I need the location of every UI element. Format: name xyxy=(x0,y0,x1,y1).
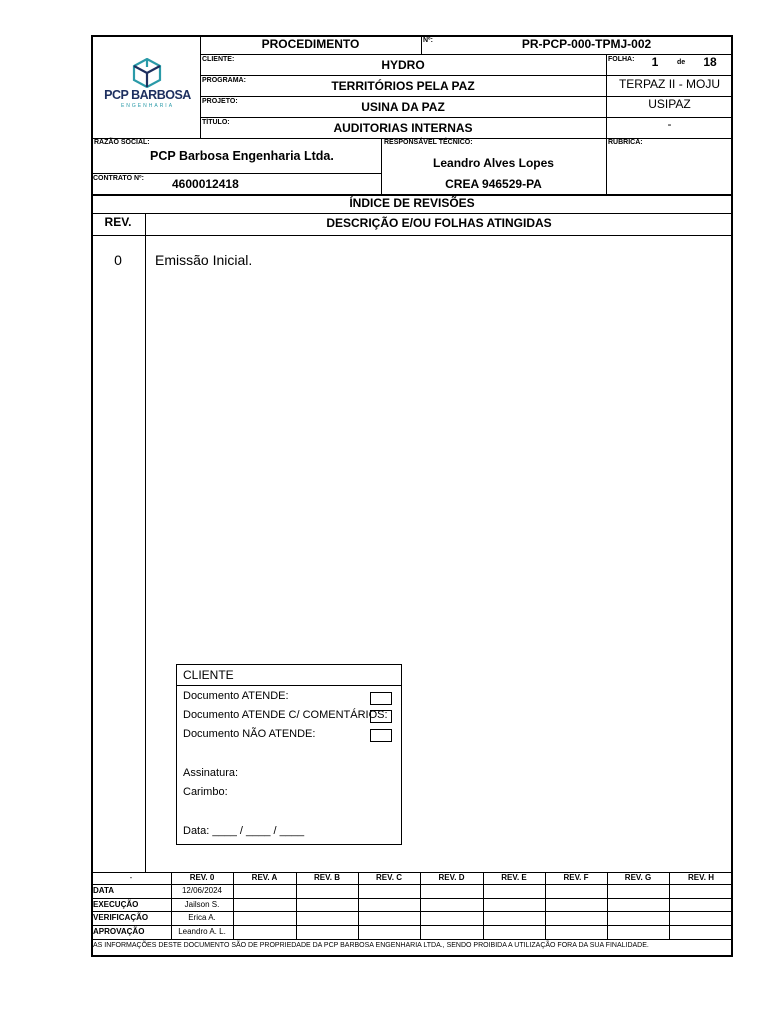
option-meets-comments-label: Documento ATENDE C/ COMENTÁRIOS: xyxy=(183,709,388,721)
header-divider xyxy=(200,75,733,76)
approval-col-header: REV. F xyxy=(563,873,589,882)
project-label: PROJETO: xyxy=(202,98,238,105)
revision-row-number: 0 xyxy=(114,252,122,268)
program-label: PROGRAMA: xyxy=(202,77,246,84)
approval-col-divider xyxy=(607,872,608,939)
client-box-divider xyxy=(176,685,402,686)
title-value: AUDITORIAS INTERNAS xyxy=(333,121,473,135)
contract-value: 4600012418 xyxy=(172,177,239,191)
option-meets-comments-checkbox[interactable] xyxy=(370,710,392,723)
approval-row-divider xyxy=(91,884,733,885)
approval-col-divider xyxy=(296,872,297,939)
option-not-meets-checkbox[interactable] xyxy=(370,729,392,742)
approval-row-divider xyxy=(91,898,733,899)
client-value: HYDRO xyxy=(381,58,425,72)
revision-index-title: ÍNDICE DE REVISÕES xyxy=(349,196,475,210)
approval-row-divider xyxy=(91,925,733,926)
approval-row-label: VERIFICAÇÃO xyxy=(93,913,149,922)
approval-col-divider xyxy=(420,872,421,939)
revision-row xyxy=(91,250,733,272)
logo-name: PCP BARBOSA xyxy=(104,88,191,102)
date-field: Data: ____ / ____ / ____ xyxy=(183,825,305,837)
responsible-value: Leandro Alves Lopes xyxy=(433,156,554,170)
approval-col-header: REV. H xyxy=(688,873,714,882)
approval-row-label: EXECUÇÃO xyxy=(93,900,139,909)
approval-corner: - xyxy=(129,873,133,882)
approval-table-bottom xyxy=(91,939,733,940)
description-column-header: DESCRIÇÃO E/OU FOLHAS ATINGIDAS xyxy=(326,216,552,230)
crea-value: CREA 946529-PA xyxy=(445,177,542,191)
approval-col-header: REV. C xyxy=(376,873,402,882)
revision-row-description: Emissão Inicial. xyxy=(155,252,253,268)
sheet-current: 1 xyxy=(651,55,659,69)
header-divider xyxy=(91,235,733,236)
company-logo xyxy=(100,58,195,128)
sheet-of: de xyxy=(677,59,686,66)
project-value: USINA DA PAZ xyxy=(361,100,445,114)
logo-subtitle: ENGENHARIA xyxy=(120,103,175,109)
approval-cell: Leandro A. L. xyxy=(178,927,226,936)
footer-disclaimer: AS INFORMAÇÕES DESTE DOCUMENTO SÃO DE PROPRIEDADE DA PCP BARBOSA ENGENHARIA LTDA., SENDO PROIBIDA A UTILIZAÇÃO FORA DA SUA FINALIDADE. xyxy=(93,942,649,949)
document-type: PROCEDIMENTO xyxy=(261,37,360,51)
project-code: USIPAZ xyxy=(648,97,691,111)
approval-col-header: REV. A xyxy=(251,873,278,882)
approval-col-divider xyxy=(233,872,234,939)
contract-label: CONTRATO Nº: xyxy=(93,175,144,182)
client-label: CLIENTE: xyxy=(202,56,235,63)
option-meets-label: Documento ATENDE: xyxy=(183,690,289,702)
client-box-title: CLIENTE xyxy=(183,668,234,682)
approval-col-header: REV. B xyxy=(314,873,340,882)
company-label: RAZÃO SOCIAL: xyxy=(94,139,150,146)
document-number: PR-PCP-000-TPMJ-002 xyxy=(521,37,652,51)
approval-col-divider xyxy=(483,872,484,939)
sheet-label: FOLHA: xyxy=(608,56,635,63)
approval-col-header: REV. D xyxy=(438,873,465,882)
approval-row-label: DATA xyxy=(93,886,115,895)
header-divider xyxy=(421,35,422,54)
stamp-label: Carimbo: xyxy=(183,786,228,798)
signature-label: Assinatura: xyxy=(183,767,239,779)
approval-col-divider xyxy=(669,872,670,939)
title-code: - xyxy=(667,117,672,131)
sheet-total: 18 xyxy=(703,55,717,69)
approval-cell: 12/06/2024 xyxy=(181,886,223,895)
approval-col-divider xyxy=(358,872,359,939)
approval-row-label: APROVAÇÃO xyxy=(93,927,145,936)
program-code: TERPAZ II - MOJU xyxy=(618,77,721,91)
option-not-meets-label: Documento NÃO ATENDE: xyxy=(183,728,316,740)
approval-col-header: REV. 0 xyxy=(189,873,215,882)
rev-column-divider xyxy=(145,213,146,872)
program-value: TERRITÓRIOS PELA PAZ xyxy=(331,79,475,93)
approval-col-divider xyxy=(545,872,546,939)
approval-cell: Erica A. xyxy=(188,913,216,922)
approval-cell: Jailson S. xyxy=(184,900,220,909)
rev-column-header: REV. xyxy=(104,215,132,229)
rubrica-label: RUBRICA: xyxy=(608,139,643,146)
title-label: TÍTULO: xyxy=(202,119,230,126)
approval-row-divider xyxy=(91,911,733,912)
approval-col-header: REV. G xyxy=(624,873,652,882)
company-value: PCP Barbosa Engenharia Ltda. xyxy=(150,149,334,163)
responsible-label: RESPONSÁVEL TÉCNICO: xyxy=(384,139,473,146)
number-label: Nº: xyxy=(423,37,433,44)
option-meets-checkbox[interactable] xyxy=(370,692,392,705)
logo-mark-icon xyxy=(132,58,162,88)
header-divider xyxy=(91,173,381,174)
approval-col-header: REV. E xyxy=(501,873,527,882)
header-divider xyxy=(91,213,733,214)
